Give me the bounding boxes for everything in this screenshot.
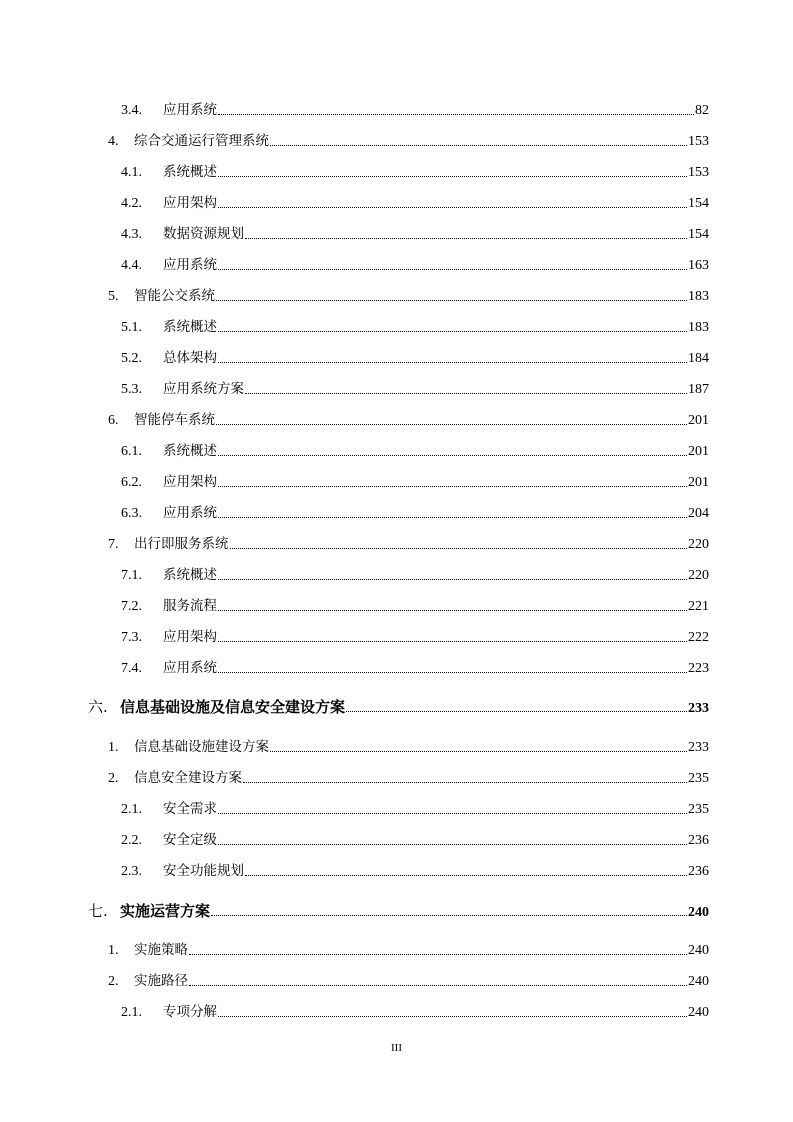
toc-entry-page: 222 bbox=[688, 630, 709, 645]
toc-entry-title: 信息基础设施及信息安全建设方案 bbox=[120, 698, 346, 716]
toc-entry-title: 专项分解 bbox=[163, 1004, 217, 1020]
toc-dot-leader bbox=[218, 672, 687, 673]
toc-entry-page: 236 bbox=[688, 864, 709, 879]
toc-entry-page: 240 bbox=[688, 1005, 709, 1020]
toc-entry[interactable] bbox=[108, 768, 709, 788]
toc-entry-title: 信息安全建设方案 bbox=[134, 770, 242, 786]
toc-entry-number: 3.4. bbox=[121, 103, 142, 118]
toc-entry[interactable] bbox=[121, 1002, 709, 1022]
toc-entry-number: 2.1. bbox=[121, 802, 142, 817]
toc-entry-number: 5.1. bbox=[121, 320, 142, 335]
toc-entry-title: 系统概述 bbox=[163, 164, 217, 180]
toc-entry-number: 6.1. bbox=[121, 444, 142, 459]
toc-entry-title: 智能停车系统 bbox=[134, 412, 215, 428]
toc-entry[interactable] bbox=[121, 441, 709, 461]
toc-entry-page: 183 bbox=[688, 289, 709, 304]
toc-entry[interactable] bbox=[121, 193, 709, 213]
toc-entry-title: 应用架构 bbox=[163, 474, 217, 490]
toc-entry-page: 235 bbox=[688, 802, 709, 817]
toc-entry-number: 2.3. bbox=[121, 864, 142, 879]
toc-entry-title: 智能公交系统 bbox=[134, 288, 215, 304]
toc-entry-number: 2.2. bbox=[121, 833, 142, 848]
toc-entry-number: 6.2. bbox=[121, 475, 142, 490]
toc-entry-title: 应用架构 bbox=[163, 629, 217, 645]
toc-entry[interactable] bbox=[108, 534, 709, 554]
toc-entry-number: 6.3. bbox=[121, 506, 142, 521]
toc-entry[interactable] bbox=[121, 379, 709, 399]
toc-dot-leader bbox=[346, 711, 687, 712]
toc-entry-number: 7.1. bbox=[121, 568, 142, 583]
toc-dot-leader bbox=[218, 1016, 687, 1017]
toc-dot-leader bbox=[216, 424, 687, 425]
toc-entry[interactable] bbox=[121, 224, 709, 244]
toc-entry-page: 220 bbox=[688, 537, 709, 552]
toc-entry-page: 233 bbox=[688, 701, 709, 716]
toc-entry-title: 出行即服务系统 bbox=[134, 536, 229, 552]
toc-entry-title: 应用系统 bbox=[163, 505, 217, 521]
toc-entry[interactable] bbox=[121, 317, 709, 337]
toc-entry-page: 240 bbox=[688, 943, 709, 958]
toc-dot-leader bbox=[270, 751, 687, 752]
toc-entry-page: 82 bbox=[695, 103, 709, 118]
toc-entry-number: 4.3. bbox=[121, 227, 142, 242]
toc-entry-title: 实施路径 bbox=[134, 973, 188, 989]
toc-dot-leader bbox=[245, 875, 687, 876]
toc-entry-title: 实施策略 bbox=[134, 942, 188, 958]
toc-dot-leader bbox=[218, 362, 687, 363]
toc-entry-title: 应用架构 bbox=[163, 195, 217, 211]
toc-entry-page: 184 bbox=[688, 351, 709, 366]
toc-dot-leader bbox=[218, 517, 687, 518]
toc-dot-leader bbox=[245, 238, 687, 239]
toc-entry-page: 233 bbox=[688, 740, 709, 755]
toc-dot-leader bbox=[218, 610, 687, 611]
toc-entry-number: 2. bbox=[108, 974, 119, 989]
toc-entry-title: 安全功能规划 bbox=[163, 863, 244, 879]
toc-entry[interactable] bbox=[121, 472, 709, 492]
toc-dot-leader bbox=[189, 954, 687, 955]
toc-entry-page: 201 bbox=[688, 444, 709, 459]
toc-entry-number: 7.4. bbox=[121, 661, 142, 676]
toc-entry[interactable] bbox=[121, 596, 709, 616]
toc-entry-number: 2. bbox=[108, 771, 119, 786]
toc-entry-number: 4. bbox=[108, 134, 119, 149]
toc-entry[interactable] bbox=[121, 830, 709, 850]
toc-dot-leader bbox=[218, 486, 687, 487]
toc-entry-page: 154 bbox=[688, 227, 709, 242]
toc-entry[interactable] bbox=[121, 658, 709, 678]
toc-entry-title: 系统概述 bbox=[163, 567, 217, 583]
toc-entry[interactable] bbox=[88, 697, 709, 717]
toc-entry[interactable] bbox=[121, 100, 709, 120]
toc-entry[interactable] bbox=[121, 861, 709, 881]
toc-entry-page: 201 bbox=[688, 475, 709, 490]
toc-entry-number: 七. bbox=[88, 902, 108, 920]
toc-entry[interactable] bbox=[88, 901, 709, 921]
toc-entry[interactable] bbox=[108, 410, 709, 430]
toc-entry[interactable] bbox=[121, 627, 709, 647]
toc-entry-page: 163 bbox=[688, 258, 709, 273]
toc-entry-title: 系统概述 bbox=[163, 319, 217, 335]
toc-entry-title: 总体架构 bbox=[163, 350, 217, 366]
toc-entry-page: 240 bbox=[688, 905, 709, 920]
toc-entry[interactable] bbox=[108, 737, 709, 757]
toc-entry-title: 数据资源规划 bbox=[163, 226, 244, 242]
toc-entry-title: 应用系统 bbox=[163, 102, 217, 118]
toc-entry-number: 2.1. bbox=[121, 1005, 142, 1020]
toc-entry[interactable] bbox=[121, 503, 709, 523]
toc-entry[interactable] bbox=[121, 565, 709, 585]
toc-entry-number: 4.2. bbox=[121, 196, 142, 211]
toc-entry-number: 5.2. bbox=[121, 351, 142, 366]
toc-entry-number: 7. bbox=[108, 537, 119, 552]
toc-entry-page: 240 bbox=[688, 974, 709, 989]
toc-entry-title: 安全定级 bbox=[163, 832, 217, 848]
toc-entry-page: 204 bbox=[688, 506, 709, 521]
toc-dot-leader bbox=[211, 915, 687, 916]
toc-entry-number: 5. bbox=[108, 289, 119, 304]
toc-entry-number: 5.3. bbox=[121, 382, 142, 397]
toc-entry-title: 服务流程 bbox=[163, 598, 217, 614]
toc-entry[interactable] bbox=[121, 348, 709, 368]
toc-entry-page: 153 bbox=[688, 134, 709, 149]
toc-entry-title: 系统概述 bbox=[163, 443, 217, 459]
toc-entry-page: 235 bbox=[688, 771, 709, 786]
toc-dot-leader bbox=[218, 176, 687, 177]
toc-entry[interactable] bbox=[108, 286, 709, 306]
toc-entry-title: 安全需求 bbox=[163, 801, 217, 817]
toc-dot-leader bbox=[216, 300, 687, 301]
toc-entry[interactable] bbox=[121, 799, 709, 819]
toc-dot-leader bbox=[218, 114, 694, 115]
toc-entry-page: 183 bbox=[688, 320, 709, 335]
toc-entry-page: 187 bbox=[688, 382, 709, 397]
toc-entry-page: 221 bbox=[688, 599, 709, 614]
toc-dot-leader bbox=[218, 331, 687, 332]
toc-entry-title: 应用系统方案 bbox=[163, 381, 244, 397]
toc-entry-title: 实施运营方案 bbox=[120, 902, 211, 920]
toc-dot-leader bbox=[270, 145, 687, 146]
toc-entry-number: 1. bbox=[108, 943, 119, 958]
toc-dot-leader bbox=[218, 207, 687, 208]
toc-entry-number: 六. bbox=[88, 698, 108, 716]
toc-entry-number: 7.2. bbox=[121, 599, 142, 614]
toc-dot-leader bbox=[218, 641, 687, 642]
toc-entry-page: 153 bbox=[688, 165, 709, 180]
toc-entry-page: 223 bbox=[688, 661, 709, 676]
toc-entry[interactable] bbox=[121, 255, 709, 275]
toc-entry-number: 4.4. bbox=[121, 258, 142, 273]
toc-dot-leader bbox=[218, 455, 687, 456]
toc-dot-leader bbox=[218, 844, 687, 845]
toc-entry-number: 6. bbox=[108, 413, 119, 428]
toc-entry-title: 综合交通运行管理系统 bbox=[134, 133, 269, 149]
toc-entry-page: 236 bbox=[688, 833, 709, 848]
page-number: III bbox=[391, 1042, 402, 1054]
toc-dot-leader bbox=[189, 985, 687, 986]
toc-dot-leader bbox=[218, 269, 687, 270]
toc-entry-number: 7.3. bbox=[121, 630, 142, 645]
toc-dot-leader bbox=[245, 393, 687, 394]
toc-dot-leader bbox=[218, 579, 687, 580]
toc-entry[interactable] bbox=[121, 162, 709, 182]
toc-dot-leader bbox=[230, 548, 688, 549]
toc-entry-number: 1. bbox=[108, 740, 119, 755]
toc-entry-title: 信息基础设施建设方案 bbox=[134, 739, 269, 755]
toc-entry-number: 4.1. bbox=[121, 165, 142, 180]
toc-entry-page: 154 bbox=[688, 196, 709, 211]
toc-entry-page: 201 bbox=[688, 413, 709, 428]
toc-entry-title: 应用系统 bbox=[163, 257, 217, 273]
toc-entry-title: 应用系统 bbox=[163, 660, 217, 676]
toc-entry[interactable] bbox=[108, 940, 709, 960]
toc-dot-leader bbox=[243, 782, 687, 783]
toc-entry[interactable] bbox=[108, 971, 709, 991]
toc-entry[interactable] bbox=[108, 131, 709, 151]
toc-entry-page: 220 bbox=[688, 568, 709, 583]
toc-dot-leader bbox=[218, 813, 687, 814]
